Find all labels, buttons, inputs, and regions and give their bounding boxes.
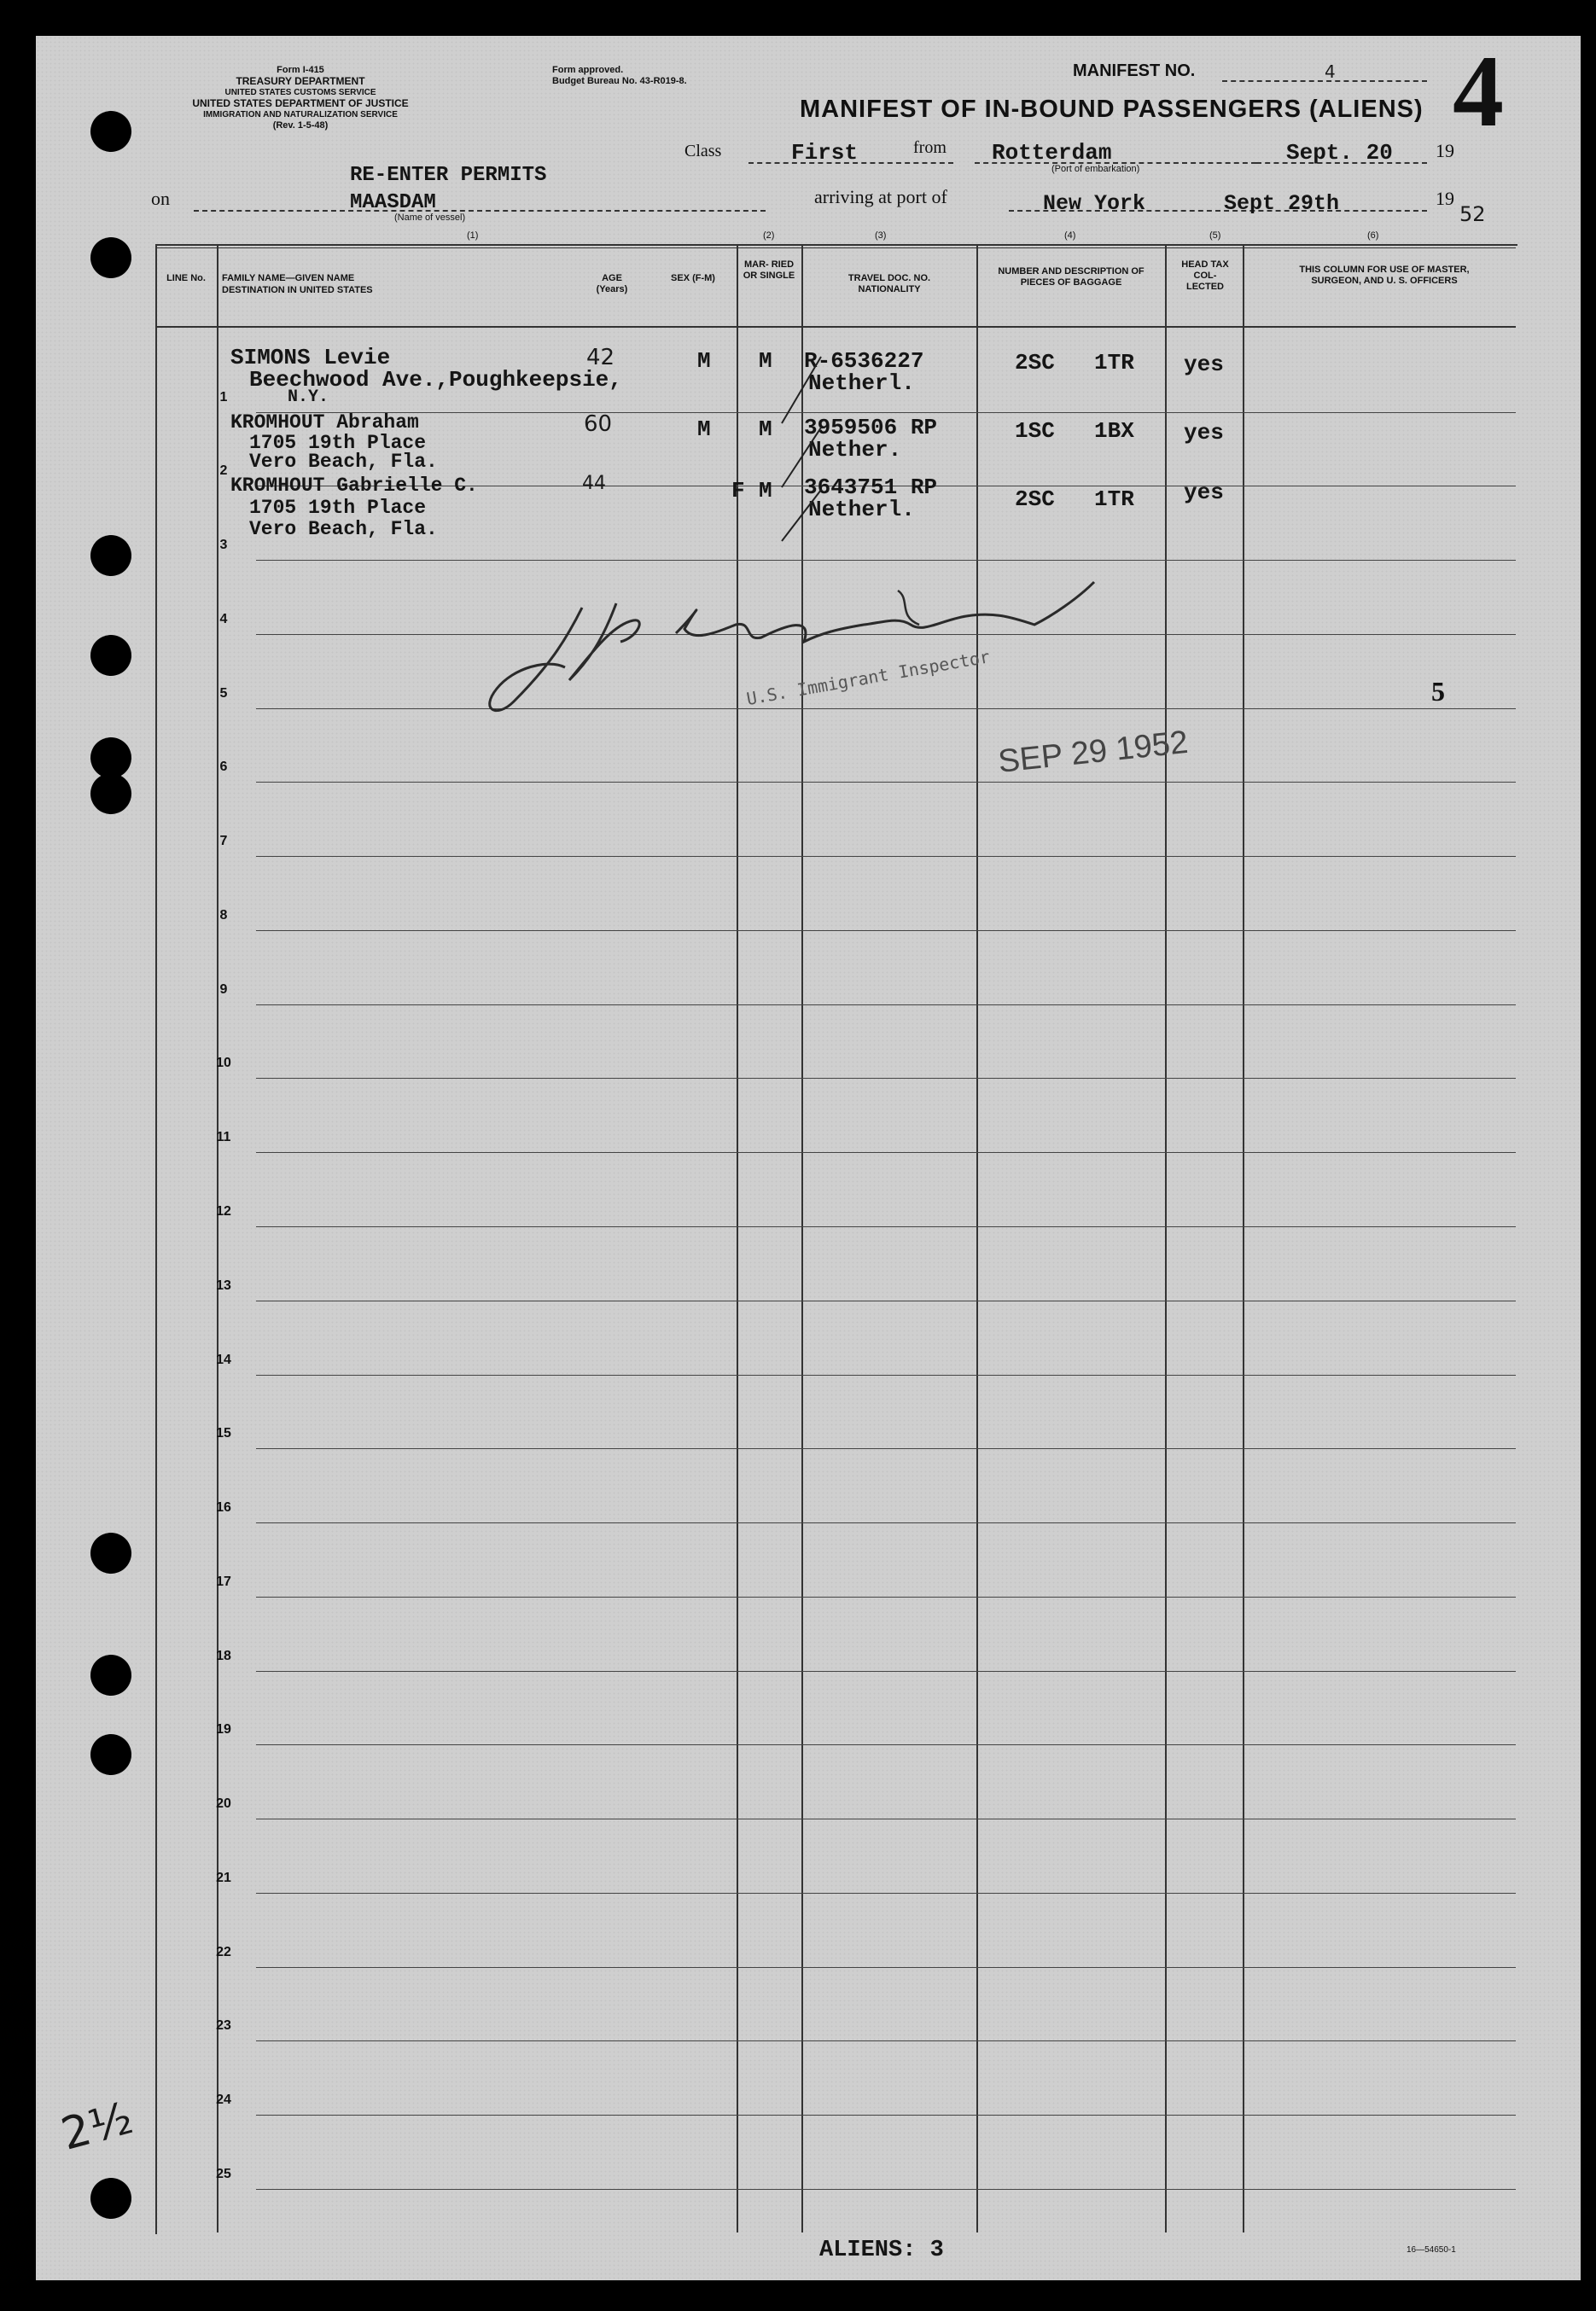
row-rule <box>256 412 1516 413</box>
ins-service: IMMIGRATION AND NATURALIZATION SERVICE <box>203 110 398 119</box>
passenger-2-name: KROMHOUT Abraham <box>230 411 419 434</box>
inspector-stamp: U.S. Immigrant Inspector <box>744 646 992 709</box>
row-rule <box>256 1375 1516 1376</box>
line-number: 23 <box>216 2018 231 2033</box>
line-number: 21 <box>216 1871 231 1885</box>
header-head-tax: HEAD TAX COL- LECTED <box>1181 259 1229 292</box>
embark-caption: (Port of embarkation) <box>1051 164 1140 174</box>
passenger-1-baggage-1: 2SC <box>1015 350 1055 375</box>
row-rule <box>256 2189 1516 2190</box>
permit-note: RE-ENTER PERMITS <box>350 164 547 187</box>
passenger-3-age: 44 <box>582 473 606 494</box>
row-rule <box>256 930 1516 931</box>
header-baggage: NUMBER AND DESCRIPTION OF PIECES OF BAGGAGE <box>998 266 1145 288</box>
punch-hole <box>90 635 131 676</box>
row-rule <box>256 782 1516 783</box>
check-mark-icon <box>780 353 823 430</box>
on-label: on <box>151 188 170 209</box>
passenger-3-marital: M <box>759 478 772 504</box>
line-number: 4 <box>219 612 228 626</box>
passenger-2-address-2: Vero Beach, Fla. <box>249 451 438 473</box>
line-number: 22 <box>216 1945 231 1959</box>
passenger-3-address: 1705 19th Place <box>249 497 427 519</box>
line-number: 24 <box>216 2093 231 2107</box>
passenger-2-tax: yes <box>1184 420 1224 445</box>
year-prefix: 19 <box>1436 140 1454 161</box>
row-rule <box>256 1004 1516 1005</box>
form-header-left <box>147 65 454 131</box>
departure-date: Sept. 20 <box>1286 140 1393 166</box>
form-number: Form I-415 <box>277 65 324 75</box>
col-number-1: (1) <box>467 230 479 241</box>
passenger-1-sex: M <box>697 348 711 374</box>
header-sex: SEX (F-M) <box>671 273 715 283</box>
aliens-count: ALIENS: 3 <box>819 2238 944 2263</box>
passenger-1-address: Beechwood Ave.,Poughkeepsie, <box>249 367 622 393</box>
arrival-date: Sept 29th <box>1224 191 1340 216</box>
punch-hole <box>90 773 131 814</box>
line-number: 14 <box>216 1353 231 1367</box>
margin-note: 2½ <box>55 2093 138 2161</box>
passenger-3-baggage-1: 2SC <box>1015 486 1055 512</box>
line-number: 2 <box>219 463 228 478</box>
row-rule <box>256 2115 1516 2116</box>
punch-hole <box>90 737 131 778</box>
line-number: 10 <box>216 1056 231 1070</box>
row-rule <box>256 1744 1516 1745</box>
line-number: 6 <box>219 760 228 774</box>
header-line-no: LINE No. <box>166 273 206 283</box>
passenger-3-name: KROMHOUT Gabrielle C. <box>230 474 478 497</box>
form-approved <box>552 65 687 87</box>
passenger-2-address: 1705 19th Place <box>249 432 427 454</box>
row-rule <box>256 1522 1516 1523</box>
punch-hole <box>90 1734 131 1775</box>
vessel-name: MAASDAM <box>350 191 436 214</box>
line-number: 20 <box>216 1796 231 1811</box>
row-rule <box>256 1078 1516 1079</box>
header-marital: MAR- RIED OR SINGLE <box>743 259 795 281</box>
col-number-5: (5) <box>1209 230 1221 241</box>
line-number: 7 <box>219 834 228 848</box>
passenger-3-sex: F <box>731 478 745 504</box>
header-name: FAMILY NAME—GIVEN NAME <box>222 273 355 283</box>
line-number: 1 <box>219 390 228 405</box>
line-number: 25 <box>216 2167 231 2181</box>
line-number: 12 <box>216 1204 231 1219</box>
vessel-line <box>194 210 766 212</box>
passenger-2-baggage-2: 1BX <box>1094 418 1134 444</box>
line-number: 11 <box>216 1130 231 1144</box>
manifest-no-value: 4 <box>1325 61 1336 82</box>
passenger-1-nationality: Netherl. <box>808 370 915 396</box>
passenger-1-address-2: N.Y. <box>288 387 329 407</box>
class-label: Class <box>684 142 722 160</box>
approved-text: Form approved. <box>552 65 624 75</box>
punch-hole <box>90 237 131 278</box>
passenger-1-marital: M <box>759 348 772 374</box>
big-manifest-number: 4 <box>1453 34 1504 148</box>
passenger-2-nationality: Nether. <box>808 437 902 463</box>
passenger-2-doc: 3959506 RP <box>804 415 938 440</box>
arrival-port: New York <box>1043 191 1146 216</box>
year-prefix-2: 19 <box>1436 188 1454 209</box>
line-number: 16 <box>216 1500 231 1515</box>
line-number: 18 <box>216 1649 231 1663</box>
passenger-1-age: 42 <box>586 345 615 370</box>
class-value: First <box>791 140 859 166</box>
passenger-3-tax: yes <box>1184 480 1224 505</box>
passenger-1-name: SIMONS Levie <box>230 345 391 370</box>
vessel-caption: (Name of vessel) <box>394 212 466 223</box>
punch-hole <box>90 2178 131 2219</box>
col-number-4: (4) <box>1064 230 1076 241</box>
row-rule <box>256 1226 1516 1227</box>
col-rule <box>1243 246 1244 2232</box>
punch-hole <box>90 535 131 576</box>
punch-hole <box>90 111 131 152</box>
passenger-2-age: 60 <box>584 411 613 437</box>
line-number: 13 <box>216 1278 231 1293</box>
header-age: AGE (Years) <box>596 273 628 294</box>
row-rule <box>256 1597 1516 1598</box>
row-rule <box>256 856 1516 857</box>
budget-bureau-text: Budget Bureau No. 43-R019-8. <box>552 76 687 86</box>
passenger-3-doc: 3643751 RP <box>804 474 938 500</box>
passenger-3-address-2: Vero Beach, Fla. <box>249 518 438 540</box>
col-number-3: (3) <box>875 230 887 241</box>
from-value: Rotterdam <box>992 140 1112 166</box>
passenger-3-nationality: Netherl. <box>808 497 915 522</box>
row-rule <box>256 1893 1516 1894</box>
inspector-signature <box>420 539 1239 727</box>
print-code: 16—54650-1 <box>1407 2245 1456 2255</box>
punch-hole <box>90 1533 131 1574</box>
line-number: 3 <box>219 538 228 552</box>
header-officers: THIS COLUMN FOR USE OF MASTER, SURGEON, AND U. S. OFFICERS <box>1299 265 1470 286</box>
passenger-1-tax: yes <box>1184 352 1224 377</box>
header-bottom-rule <box>155 326 1516 328</box>
passenger-2-marital: M <box>759 416 772 442</box>
check-mark-icon <box>780 424 823 492</box>
punch-hole <box>90 1655 131 1696</box>
line-number: 15 <box>216 1426 231 1441</box>
row-rule <box>256 1152 1516 1153</box>
justice-dept: UNITED STATES DEPARTMENT OF JUSTICE <box>192 97 409 109</box>
line-number: 17 <box>216 1575 231 1589</box>
passenger-1-doc: R-6536227 <box>804 348 924 374</box>
line-number: 8 <box>219 908 228 923</box>
from-label: from <box>913 138 947 157</box>
customs-service: UNITED STATES CUSTOMS SERVICE <box>224 88 376 97</box>
row-rule <box>256 1671 1516 1672</box>
row-rule <box>256 1967 1516 1968</box>
header-top-rule <box>155 247 1516 248</box>
manifest-no-label: MANIFEST NO. <box>1073 61 1196 80</box>
header-destination: DESTINATION IN UNITED STATES <box>222 285 373 295</box>
line-number: 5 <box>219 686 228 701</box>
passenger-1-baggage-2: 1TR <box>1094 350 1134 375</box>
side-number: 5 <box>1431 676 1445 707</box>
row-rule <box>256 2040 1516 2041</box>
passenger-2-sex: M <box>697 416 711 442</box>
check-mark-icon <box>780 486 823 546</box>
date-stamp: SEP 29 1952 <box>996 724 1190 781</box>
manifest-sheet <box>36 36 1581 2280</box>
treasury-dept: TREASURY DEPARTMENT <box>236 75 365 87</box>
col-number-2: (2) <box>763 230 775 241</box>
header-travel-doc: TRAVEL DOC. NO. NATIONALITY <box>848 273 931 294</box>
revision-date: (Rev. 1-5-48) <box>272 120 329 131</box>
row-rule <box>256 1448 1516 1449</box>
passenger-2-baggage-1: 1SC <box>1015 418 1055 444</box>
arrival-year: 52 <box>1459 202 1486 226</box>
manifest-title: MANIFEST OF IN-BOUND PASSENGERS (ALIENS) <box>800 96 1424 123</box>
passenger-3-baggage-2: 1TR <box>1094 486 1134 512</box>
line-number: 9 <box>219 982 228 997</box>
line-number: 19 <box>216 1722 231 1737</box>
arriving-label: arriving at port of <box>814 186 947 207</box>
col-number-6: (6) <box>1367 230 1379 241</box>
